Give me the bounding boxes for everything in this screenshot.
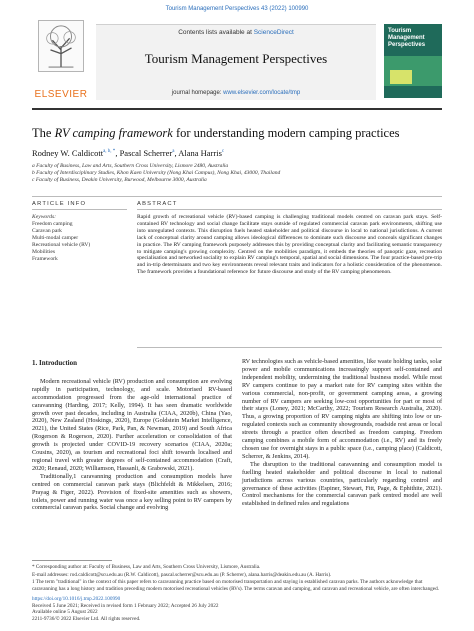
homepage-prefix: journal homepage:	[171, 90, 224, 96]
article-info-heading: ARTICLE INFO	[32, 201, 87, 207]
publisher-name: ELSEVIER	[34, 89, 88, 100]
body-paragraph: The disruption to the traditional caravanning and consumption model is fuelling heated stakeholder and political discourse in local to national jurisdictions across various countries, particularly regarding control and governance of these activities (Espiner, Stewart, Fitt, Page, & Ephithite, 2021). Control mechanisms for the commercial caravan park centred model are well established in defined rules and regulations	[242, 460, 442, 508]
affiliation: b Faculty of Interdisciplinary Studies, Khon Kaen University (Nong Khai Campus), Nong Khai, 43000, Thailand	[32, 170, 281, 176]
affiliations	[32, 163, 442, 184]
body-paragraph: RV technologies such as vehicle-based amenities, like waste holding tanks, solar power and mobile communications increasingly support self-contained and independent mobility, undermining the traditional business model. While most RV campers continue to pay a market rate for RV camping sites within the various commercial, non-profit, or government camping areas, a growing number of RV campers are seeking low-cost opportunities for part or most of their stays (Loney, 2021; McCarthy, 2022; Tourism Research Australia, 2020). Thus, a growing proportion of RV camping nights are shifting into low or un-regulated contexts such as community showgrounds, roadside rest areas or local streets through a practice often described as freedom camping. Freedom camping combines a mobile form of accommodation (i.e., RV) and its freely chosen use for overnight stays in a public space (i.e., camping place) (Caldicott, Scherrer, & Jenkins, 2014).	[242, 358, 442, 460]
footnote-rule	[32, 560, 112, 561]
title-italic: RV camping framework	[54, 126, 173, 140]
body-paragraph: Modern recreational vehicle (RV) production and consumption are evolving rapidly in participation, technology, and scale. Motorised RV-based accommodation progressed from the age-old international practice of caravanning (Harding, 2017; Kelly, 1994). It has seen dramatic worldwide growth over past decades, including in Australia (CIAA, 2020b), China (Yao, 2020), New Zealand (Hoskings, 2020), Europe (Goldstein Market Intelligence, 2021), the United States (Rice, Park, Pan, & Newman, 2019) and South Africa (Rogerson & Rogerson, 2020). Further acceleration or consolidation of that growth is projected under COVID-19 recovery scenarios (CIAA, 2020a; Cousins, 2020), as tourism and recreational foci shift towards localised and regional travel with greater degrees of self-contained accommodation (Craft, 2020; Renaud, 2020; Williamson, Hassanli, & Grabowski, 2021).	[32, 377, 232, 472]
contents-line	[96, 29, 376, 36]
author-sup[interactable]: a, b, *	[103, 149, 116, 155]
abstract-subrule	[137, 209, 442, 210]
author-sup[interactable]: a	[172, 149, 175, 155]
title-part: for understanding modern camping practices	[172, 126, 400, 140]
keywords-block	[32, 214, 122, 263]
homepage-link[interactable]: www.elsevier.com/locate/tmp	[223, 90, 301, 96]
footnote-1: 1 The term "traditional" in the context of this paper refers to caravanning practice based on motorised transportation and staying in established caravan parks. The authors acknowledge that caravanning has a long history and tradition preceding modern motorised recreational vehicles (RVs). The terms caravan and camping, and caravan and recreational vehicle, are often interchanged.	[32, 579, 439, 592]
received-dates: Received 5 June 2021; Received in revised form 1 February 2022; Accepted 26 July 2022	[32, 602, 219, 609]
journal-banner	[96, 24, 376, 100]
abstract-end-rule	[137, 347, 442, 348]
affiliation: a Faculty of Business, Law and Arts, Southern Cross University, Lismore 2480, Australia	[32, 163, 229, 169]
doi-block	[32, 596, 442, 622]
cover-title: Tourism Management Perspectives	[388, 28, 426, 48]
elsevier-tree-icon	[38, 20, 84, 72]
author-name[interactable]: , Alana Harris	[174, 148, 222, 158]
journal-title: Tourism Management Perspectives	[144, 51, 328, 66]
cover-accent	[390, 70, 412, 84]
info-rule	[32, 196, 442, 197]
footnote-corresponding: * Corresponding author at: Faculty of Business, Law and Arts, Southern Cross University, Lismore, Australia.	[32, 564, 261, 570]
body-paragraph: Traditionally,1 caravanning production and consumption models have centred on commercial caravan park stays (Blichfeldt & Mikkelsen, 2016; Prayag & Figer, 2022). Provision of fixed-site amenities such as showers, toilets, power and running water was once a key selling point to RV campers by commercial caravan parks. Social change and evolving	[32, 472, 232, 512]
body-column-left	[32, 358, 232, 512]
footnotes	[32, 564, 442, 593]
body-column-right	[242, 358, 442, 508]
keyword: Freedom camping	[32, 221, 73, 227]
available-online: Available online 5 August 2022	[32, 609, 98, 615]
contents-prefix: Contents lists available at	[178, 29, 254, 36]
masthead	[32, 18, 442, 104]
sciencedirect-link[interactable]: ScienceDirect	[253, 29, 294, 36]
keyword: Recreational vehicle (RV)	[32, 242, 91, 248]
copyright: 2211-9736/© 2022 Elsevier Ltd. All rights reserved.	[32, 615, 141, 622]
elsevier-logo	[32, 18, 90, 100]
title-part: The	[32, 126, 55, 140]
journal-cover[interactable]	[384, 24, 442, 98]
header-rule	[32, 108, 442, 110]
footnote-emails[interactable]: E-mail addresses: rod.caldicott@scu.edu.au (R.W. Caldicott), pascal.scherrer@scu.edu.au (P. Scherrer), alana.harris@deakin.edu.au (A. Harris).	[32, 571, 332, 578]
homepage-line	[96, 90, 376, 96]
info-subrule	[32, 209, 127, 210]
keyword: Framework	[32, 256, 58, 262]
abstract-text: Rapid growth of recreational vehicle (RV)-based camping is challenging traditional models centred on caravan park stays. Self-contained RV technology and social change facilitate stays outside of regulated commercial caravan park environments, shifting use into unregulated contexts. This disruption fuels heated stakeholder and political discourse in local to national jurisdictions. A current lack of conceptual clarity around camping allows ideological differences to dominate such discourse and conceals significant changes in practice. The RV camping framework purposely addresses this by providing conceptual clarity and facilitating semantic transparency to mitigate camping's growing complexity. Centred on the mobilities paradigm, it embeds the theories of panoptic gaze, recreation specialisation and networked sociality to explain RV camping's temporal, spatial and social dimensions. The four practice-based pre-trip and in-trip determinants and two key environments reveal relevant traits and indicators for a holistic consideration of the phenomenon. The framework provides a foundational reference for future discourse and study of the RV camping phenomenon.	[137, 214, 442, 276]
section-heading: 1. Introduction	[32, 359, 77, 367]
author-name[interactable]: Rodney W. Caldicott	[32, 148, 104, 158]
keyword: Caravan park	[32, 228, 62, 234]
citation-line[interactable]: Tourism Management Perspectives 43 (2022) 100990	[165, 6, 309, 12]
abstract-heading: ABSTRACT	[137, 201, 178, 207]
article-title	[32, 126, 442, 141]
author-name[interactable]: , Pascal Scherrer	[115, 148, 173, 158]
keyword: Multi-modal camper	[32, 235, 79, 241]
keyword: Mobilities	[32, 249, 55, 255]
author-list	[32, 148, 442, 158]
keywords-label: Keywords:	[32, 214, 57, 220]
affiliation: c Faculty of Business, Deakin University, Burwood, Melbourne 3000, Australia	[32, 177, 207, 183]
doi-link[interactable]: https://doi.org/10.1016/j.tmp.2022.100990	[32, 596, 121, 602]
author-sup[interactable]: c	[221, 149, 225, 155]
